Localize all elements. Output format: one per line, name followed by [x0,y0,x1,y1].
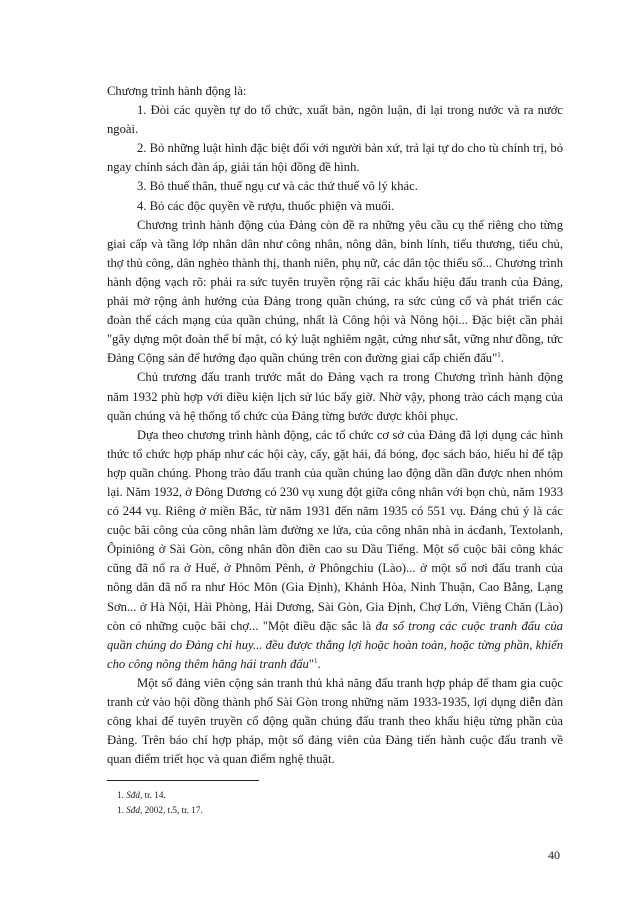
footnote-source: Sđd [126,790,140,800]
footnote-detail: , tr. 14. [139,790,166,800]
program-heading: Chương trình hành động là: [107,84,247,98]
quoted-italic-text: đa số trong các cuộc tranh đấu của quần chúng do Đảng chỉ huy... đều được thắng lợi hoặc hoàn toàn, hoặc từng phần, khiến cho công nông thêm hăng hái tranh đấu [107,618,563,671]
paragraph-text: Chương trình hành động của Đảng còn đề ra những yêu cầu cụ thể riêng cho từng giai cấp và tầng lớp nhân dân như công nhân, nông dân, binh lính, tiểu thương, tiểu chủ, thợ thủ công, dân nghèo thành thị, thanh niên, phụ nữ, các dân tộc thiểu số... Chương trình hành động vạch rõ: phải ra sức tuyên truyền rộng rãi các khẩu hiệu đấu tranh của Đảng, phải mở rộng ảnh hưởng của Đảng trong quần chúng, ra sức củng cố và phát triển các đoàn thể cách mạng của quần chúng, nhất là Công hội và Nông hội... Đặc biệt cần phải "gây dựng một đoàn thể bí mật, có kỷ luật nghiêm ngặt, cứng như sắt, vững như đồng, tức Đảng Cộng sản để hướng đạo quần chúng trên con đường giai cấp chiến đấu" [107,217,563,366]
footnote [117,803,557,818]
paragraph-text: Dựa theo chương trình hành động, các tổ chức cơ sở của Đảng đã lợi dụng các hình thức tổ chức hợp pháp như các hội cày, cấy, gặt hái, đá bóng, đọc sách báo, hiếu hỉ để tập hợp quần chúng. Phong trào đấu tranh của quần chúng lao động dần dần được nhen nhóm lại. Năm 1932, ở Đông Dương có 230 vụ xung đột giữa công nhân với bọn chủ, năm 1933 có 244 vụ. Riêng ở miền Bắc, từ năm 1931 đến năm 1935 có 551 vụ. Đáng chú ý là các cuộc bãi công của công nhân làm đường xe lửa, của công nhân nhà in ácđanh, Textolanh, Ôpiniông ở Sài Gòn, công nhân đồn điền cao su Dầu Tiếng. Một số cuộc bãi công khác cũng đã nổ ra ở Huế, ở Phnôm Pênh, ở Phôngchiu (Lào)... ở một số nơi đấu tranh của nông dân đã nổ ra như Hóc Môn (Gia Định), Khánh Hòa, Ninh Thuận, Cao Bằng, Lạng Sơn... ở Hà Nội, Hải Phòng, Hải Dương, Sài Gòn, Gia Định, Chợ Lớn, Viêng Chăn (Lào) còn có những cuộc bãi chợ... "Một điều đặc sắc là [107,427,563,633]
footnote-number: 1. [117,790,124,800]
footnotes [117,788,557,818]
footnote-source: Sđd [126,805,140,815]
paragraph [107,216,563,369]
punctuation: . [317,656,321,671]
paragraph: Chủ trương đấu tranh trước mắt do Đảng vạch ra trong Chương trình hành động năm 1932 phù hợp với điều kiện lịch sử lúc bấy giờ. Nhờ vậy, phong trào cách mạng của quần chúng và hệ thống tổ chức của Đảng từng bước được khôi phục. [107,370,563,423]
document-body [107,82,563,769]
list-item: 3. Bỏ thuế thân, thuế ngụ cư và các thứ thuế vô lý khác. [137,179,418,194]
punctuation: " [308,656,314,671]
footnote-divider [107,780,259,781]
paragraph: Một số đảng viên cộng sản tranh thủ khả năng đấu tranh hợp pháp để tham gia cuộc tranh cử vào hội đồng thành phố Sài Gòn trong những năm 1933-1935, lợi dụng diễn đàn công khai để tuyên truyền cổ động quần chúng đấu tranh theo khẩu hiệu từng phần của Đảng. Trên báo chí hợp pháp, một số đảng viên của Đảng tiến hành cuộc đấu tranh về quan điểm triết học và quan điểm nghệ thuật. [107,675,563,767]
page-number: 40 [548,848,560,862]
footnote-detail: , 2002, t.5, tr. 17. [139,805,203,815]
list-item: 4. Bỏ các độc quyền về rượu, thuốc phiện và muối. [137,198,395,213]
footnote [117,788,557,803]
footnote-ref: 1 [314,656,318,665]
list-item: 1. Đòi các quyền tự do tổ chức, xuất bản, ngôn luận, đi lại trong nước và ra nước ngoài. [107,103,563,137]
footnote-ref: 1 [497,351,501,360]
list-item: 2. Bỏ những luật hình đặc biệt đối với người bản xứ, trả lại tự do cho tù chính trị, bỏ ngay chính sách đàn áp, giải tán hội đồng đề hình. [107,141,563,175]
footnote-number: 1. [117,805,124,815]
paragraph [107,426,563,674]
punctuation: . [500,351,504,366]
